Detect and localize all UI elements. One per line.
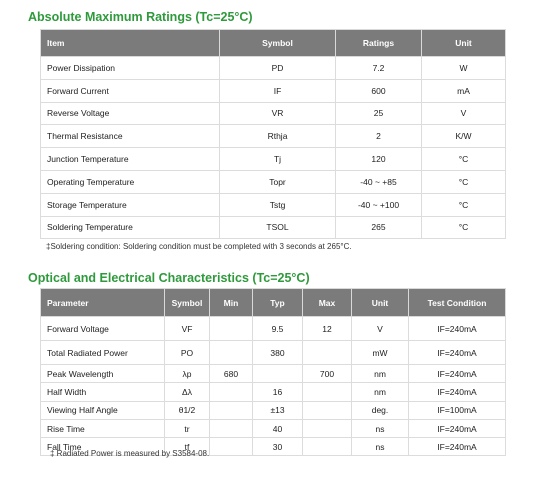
table-cell: K/W — [422, 125, 506, 148]
table-cell — [303, 419, 352, 437]
table-cell — [253, 365, 303, 383]
table-cell: V — [422, 102, 506, 125]
table-cell: mW — [352, 341, 409, 365]
table-row — [41, 170, 506, 193]
table-cell: Junction Temperature — [41, 148, 220, 171]
table-cell: 12 — [303, 317, 352, 341]
table-cell — [210, 317, 253, 341]
table-cell: θ1/2 — [165, 401, 210, 419]
table-cell: -40 ~ +100 — [336, 193, 422, 216]
table-cell: Total Radiated Power — [41, 341, 165, 365]
table-cell: λp — [165, 365, 210, 383]
table-cell: IF=100mA — [409, 401, 506, 419]
table-row — [41, 125, 506, 148]
table-cell — [210, 341, 253, 365]
absolute-maximum-ratings-title: Absolute Maximum Ratings (Tc=25°C) — [28, 10, 253, 24]
table-cell: IF=240mA — [409, 317, 506, 341]
table-cell — [210, 419, 253, 437]
table-cell: 680 — [210, 365, 253, 383]
table-cell: -40 ~ +85 — [336, 170, 422, 193]
table-cell: ns — [352, 438, 409, 456]
table-cell: IF — [220, 79, 336, 102]
table-cell: ±13 — [253, 401, 303, 419]
table-cell: 265 — [336, 216, 422, 239]
table-cell — [210, 383, 253, 401]
table-row — [41, 148, 506, 171]
table-cell: IF=240mA — [409, 383, 506, 401]
table-cell: nm — [352, 365, 409, 383]
table-cell: TSOL — [220, 216, 336, 239]
table-cell: 30 — [253, 438, 303, 456]
table-cell: nm — [352, 383, 409, 401]
table-cell: 380 — [253, 341, 303, 365]
table-row — [41, 317, 506, 341]
table-cell: Power Dissipation — [41, 57, 220, 80]
column-header: Ratings — [336, 30, 422, 57]
table-cell: IF=240mA — [409, 419, 506, 437]
table-cell — [303, 438, 352, 456]
table-cell: deg. — [352, 401, 409, 419]
table-row — [41, 341, 506, 365]
table-cell: IF=240mA — [409, 341, 506, 365]
column-header: Unit — [352, 289, 409, 317]
column-header: Typ — [253, 289, 303, 317]
table-cell: °C — [422, 170, 506, 193]
table-row — [41, 79, 506, 102]
column-header: Symbol — [165, 289, 210, 317]
table-cell: 40 — [253, 419, 303, 437]
table-cell: Rise Time — [41, 419, 165, 437]
table-header-row — [41, 30, 506, 57]
column-header: Symbol — [220, 30, 336, 57]
table-cell: 600 — [336, 79, 422, 102]
table-cell: 120 — [336, 148, 422, 171]
table-cell: Viewing Half Angle — [41, 401, 165, 419]
table-cell — [303, 383, 352, 401]
radiated-power-note: ‡ Radiated Power is measured by S3584-08. — [50, 449, 210, 458]
table-cell — [210, 401, 253, 419]
column-header: Parameter — [41, 289, 165, 317]
table-cell: Thermal Resistance — [41, 125, 220, 148]
table-cell: Forward Voltage — [41, 317, 165, 341]
table-row — [41, 383, 506, 401]
table-cell: Fall Time — [41, 438, 165, 456]
table-cell: Peak Wavelength — [41, 365, 165, 383]
table-cell: 2 — [336, 125, 422, 148]
table-cell: Forward Current — [41, 79, 220, 102]
table-cell: ns — [352, 419, 409, 437]
table-cell: tr — [165, 419, 210, 437]
column-header: Max — [303, 289, 352, 317]
table-cell: PO — [165, 341, 210, 365]
table-cell: tf — [165, 438, 210, 456]
table-cell — [303, 401, 352, 419]
table-cell: PD — [220, 57, 336, 80]
table-cell: Soldering Temperature — [41, 216, 220, 239]
table-cell: W — [422, 57, 506, 80]
column-header: Item — [41, 30, 220, 57]
table-row — [41, 57, 506, 80]
table-cell: Operating Temperature — [41, 170, 220, 193]
table-cell: VR — [220, 102, 336, 125]
table-cell: mA — [422, 79, 506, 102]
column-header: Unit — [422, 30, 506, 57]
table-header-row — [41, 289, 506, 317]
table-cell: Rthja — [220, 125, 336, 148]
table-cell: 7.2 — [336, 57, 422, 80]
table-cell: IF=240mA — [409, 438, 506, 456]
soldering-condition-note: ‡Soldering condition: Soldering condition must be completed with 3 seconds at 265°C. — [46, 242, 352, 251]
table-row — [41, 401, 506, 419]
table-cell: °C — [422, 148, 506, 171]
table-cell: Tj — [220, 148, 336, 171]
table-cell: Reverse Voltage — [41, 102, 220, 125]
absolute-maximum-ratings-table — [40, 29, 506, 239]
table-row — [41, 102, 506, 125]
column-header: Min — [210, 289, 253, 317]
table-cell: 25 — [336, 102, 422, 125]
column-header: Test Condition — [409, 289, 506, 317]
table-row — [41, 365, 506, 383]
table-cell: °C — [422, 193, 506, 216]
table-cell: IF=240mA — [409, 365, 506, 383]
optical-electrical-characteristics-title: Optical and Electrical Characteristics (Tc=25°C) — [28, 271, 310, 285]
table-cell: VF — [165, 317, 210, 341]
table-cell: 9.5 — [253, 317, 303, 341]
table-cell: V — [352, 317, 409, 341]
table-row — [41, 216, 506, 239]
table-cell — [210, 438, 253, 456]
optical-electrical-characteristics-table — [40, 288, 506, 456]
table-row — [41, 193, 506, 216]
table-cell: 700 — [303, 365, 352, 383]
table-cell: Half Width — [41, 383, 165, 401]
table-cell: 16 — [253, 383, 303, 401]
table-cell: Tstg — [220, 193, 336, 216]
table-cell — [303, 341, 352, 365]
table-row — [41, 419, 506, 437]
table-cell: Storage Temperature — [41, 193, 220, 216]
table-cell: °C — [422, 216, 506, 239]
table-cell: Δλ — [165, 383, 210, 401]
table-cell: Topr — [220, 170, 336, 193]
